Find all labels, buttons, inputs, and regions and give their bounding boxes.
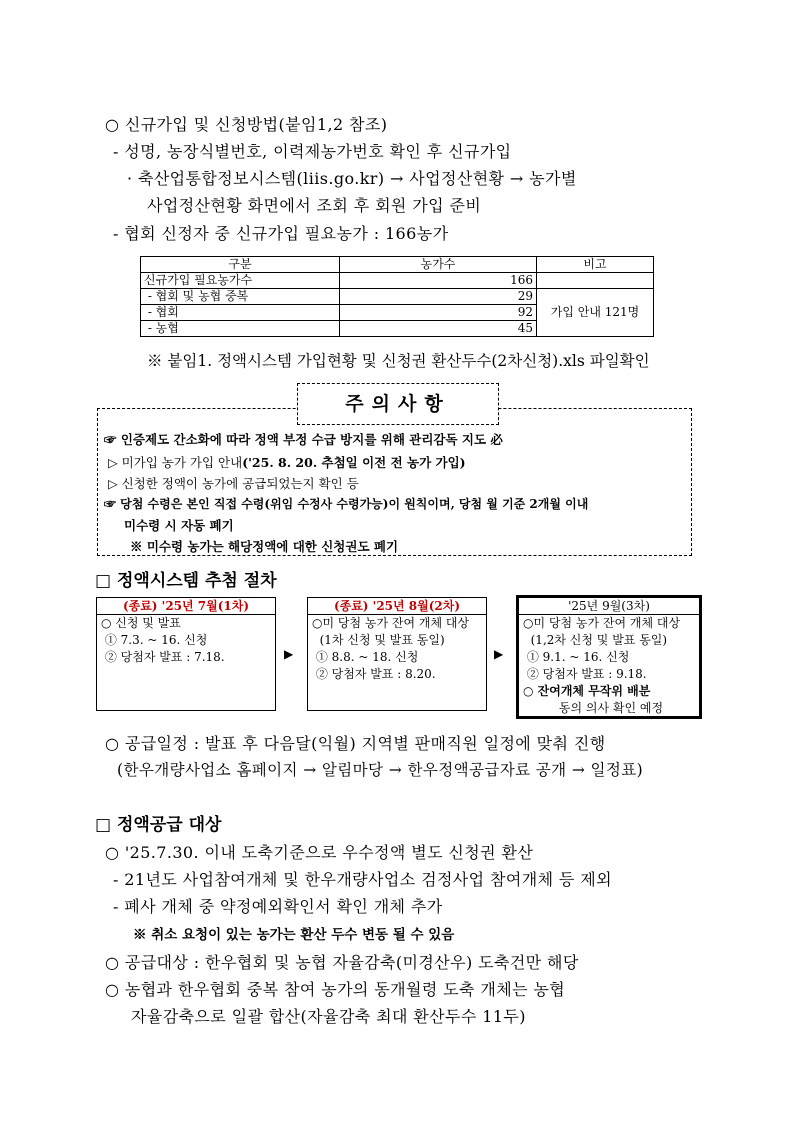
supply-schedule-line: ○ 공급일정 : 발표 후 다음달(익월) 지역별 판매직원 일정에 맞춰 진행 [105,734,606,753]
round3-line: ① 9.1. ~ 16. 신청 [523,650,630,664]
lottery-box-round3 [516,595,702,719]
bullet-item-system-path: · 축산업통합정보시스템(liis.go.kr) → 사업정산현황 → 농가별 [127,169,577,188]
notice-line-disposal: ※ 미수령 농가는 해당정액에 대한 신청권도 폐기 [130,539,399,554]
notice-line-receipt: ☞ 당첨 수령은 본인 직접 수령(위임 수정사 수령가능)이 원칙이며, 당첨 월 기준 2개월 이내 [104,497,589,511]
dash-item-signup-info: - 성명, 농장식별번호, 이력제농가번호 확인 후 신규가입 [113,142,512,161]
notice-unregistered-text: ▷ 미가입 농가 가입 안내 [108,455,243,470]
dash-item-required-farms: - 협회 신정자 중 신규가입 필요농가 : 166농가 [113,224,449,243]
supply-schedule-path: (한우개량사업소 홈페이지 → 알림마당 → 한우정액공급자료 공개 → 일정표) [117,761,644,779]
arrow-icon: ▶ [284,647,294,661]
notice-title: 주의사항 [297,383,499,425]
target-line: 자율감축으로 일괄 합산(자율감축 최대 환산두수 11두) [131,1007,526,1026]
table-header-category: 구분 [141,257,340,273]
notice-line-supervision: ☞ 인증제도 간소화에 따라 정액 부정 수급 방지를 위해 관리감독 지도 必 [104,432,503,447]
table-cell-label: - 협회 및 농협 중복 [141,289,340,305]
round2-line: ② 당첨자 발표 : 8.20. [312,667,436,681]
lottery-box-round2 [307,597,487,711]
round3-consent: 동의 의사 확인 예정 [558,701,664,715]
section-heading-signup: ○ 신규가입 및 신청방법(붙임1,2 참조) [105,115,388,134]
table-row [141,289,654,305]
round2-line: ① 8.8. ~ 18. 신청 [312,650,419,664]
round3-line: ○미 당첨 농가 잔여 개체 대상 [523,616,681,630]
round2-line: (1차 신청 및 발표 동일) [312,633,445,647]
notice-deadline-text: ('25. 8. 20. 추첨일 이전 전 농가 가입) [242,455,466,470]
table-cell-label: 신규가입 필요농가수 [141,273,340,289]
round1-line: ○ 신청 및 발표 [101,616,181,630]
table-cell-value: 29 [340,289,537,305]
round3-line: (1,2차 신청 및 발표 동일) [523,633,668,647]
table-cell-note-empty [537,273,654,289]
round3-title: '25년 9월(3차) [519,598,699,615]
table-cell-value: 92 [340,305,537,321]
table-cell-value: 166 [340,273,537,289]
round3-random-allocation: ○ 잔여개체 무작위 배분 [523,684,651,698]
notice-line-receipt-cont: 미수령 시 자동 폐기 [124,518,234,533]
round1-line: ① 7.3. ~ 16. 신청 [101,633,208,647]
table-header-note: 비고 [537,257,654,273]
target-line: ○ 농협과 한우협회 중복 참여 농가의 동개월령 도축 개체는 농협 [105,980,566,999]
table-cell-value: 45 [340,321,537,337]
table-cell-label: - 협회 [141,305,340,321]
arrow-icon: ▶ [494,647,504,661]
attachment-note: ※ 붙임1. 정액시스템 가입현황 및 신청권 환산두수(2차신청).xls 파일확인 [147,352,650,370]
section-heading-lottery: □ 정액시스템 추첨 절차 [95,571,277,591]
table-cell-note: 가입 안내 121명 [537,289,654,337]
round2-line: ○미 당첨 농가 잔여 개체 대상 [312,616,470,630]
target-line: ○ 공급대상 : 한우협회 및 농협 자율감축(미경산우) 도축건만 해당 [105,953,579,972]
bullet-item-continuation: 사업정산현황 화면에서 조회 후 회원 가입 준비 [147,196,482,215]
round3-line: ② 당첨자 발표 : 9.18. [523,667,647,681]
target-line: - 폐사 개체 중 약정예외확인서 확인 개체 추가 [113,897,443,916]
lottery-box-round1 [96,597,276,711]
notice-line-supply-check: ▷ 신청한 정액이 농가에 공급되었는지 확인 등 [108,476,359,491]
target-line: - 21년도 사업참여개체 및 한우개량사업소 검정사업 참여개체 등 제외 [113,870,612,889]
farm-count-table [140,256,654,337]
round2-title: (종료) '25년 8월(2차) [308,598,486,615]
table-row [141,273,654,289]
target-cancel-note: ※ 취소 요청이 있는 농가는 환산 두수 변동 될 수 있음 [133,927,455,943]
target-line: ○ '25.7.30. 이내 도축기준으로 우수정액 별도 신청권 환산 [105,843,534,862]
section-heading-target: □ 정액공급 대상 [95,815,222,835]
round1-line: ② 당첨자 발표 : 7.18. [101,650,225,664]
table-cell-label: - 농협 [141,321,340,337]
table-header-count: 농가수 [340,257,537,273]
round1-title: (종료) '25년 7월(1차) [97,598,275,615]
notice-line-unregistered [108,453,466,471]
